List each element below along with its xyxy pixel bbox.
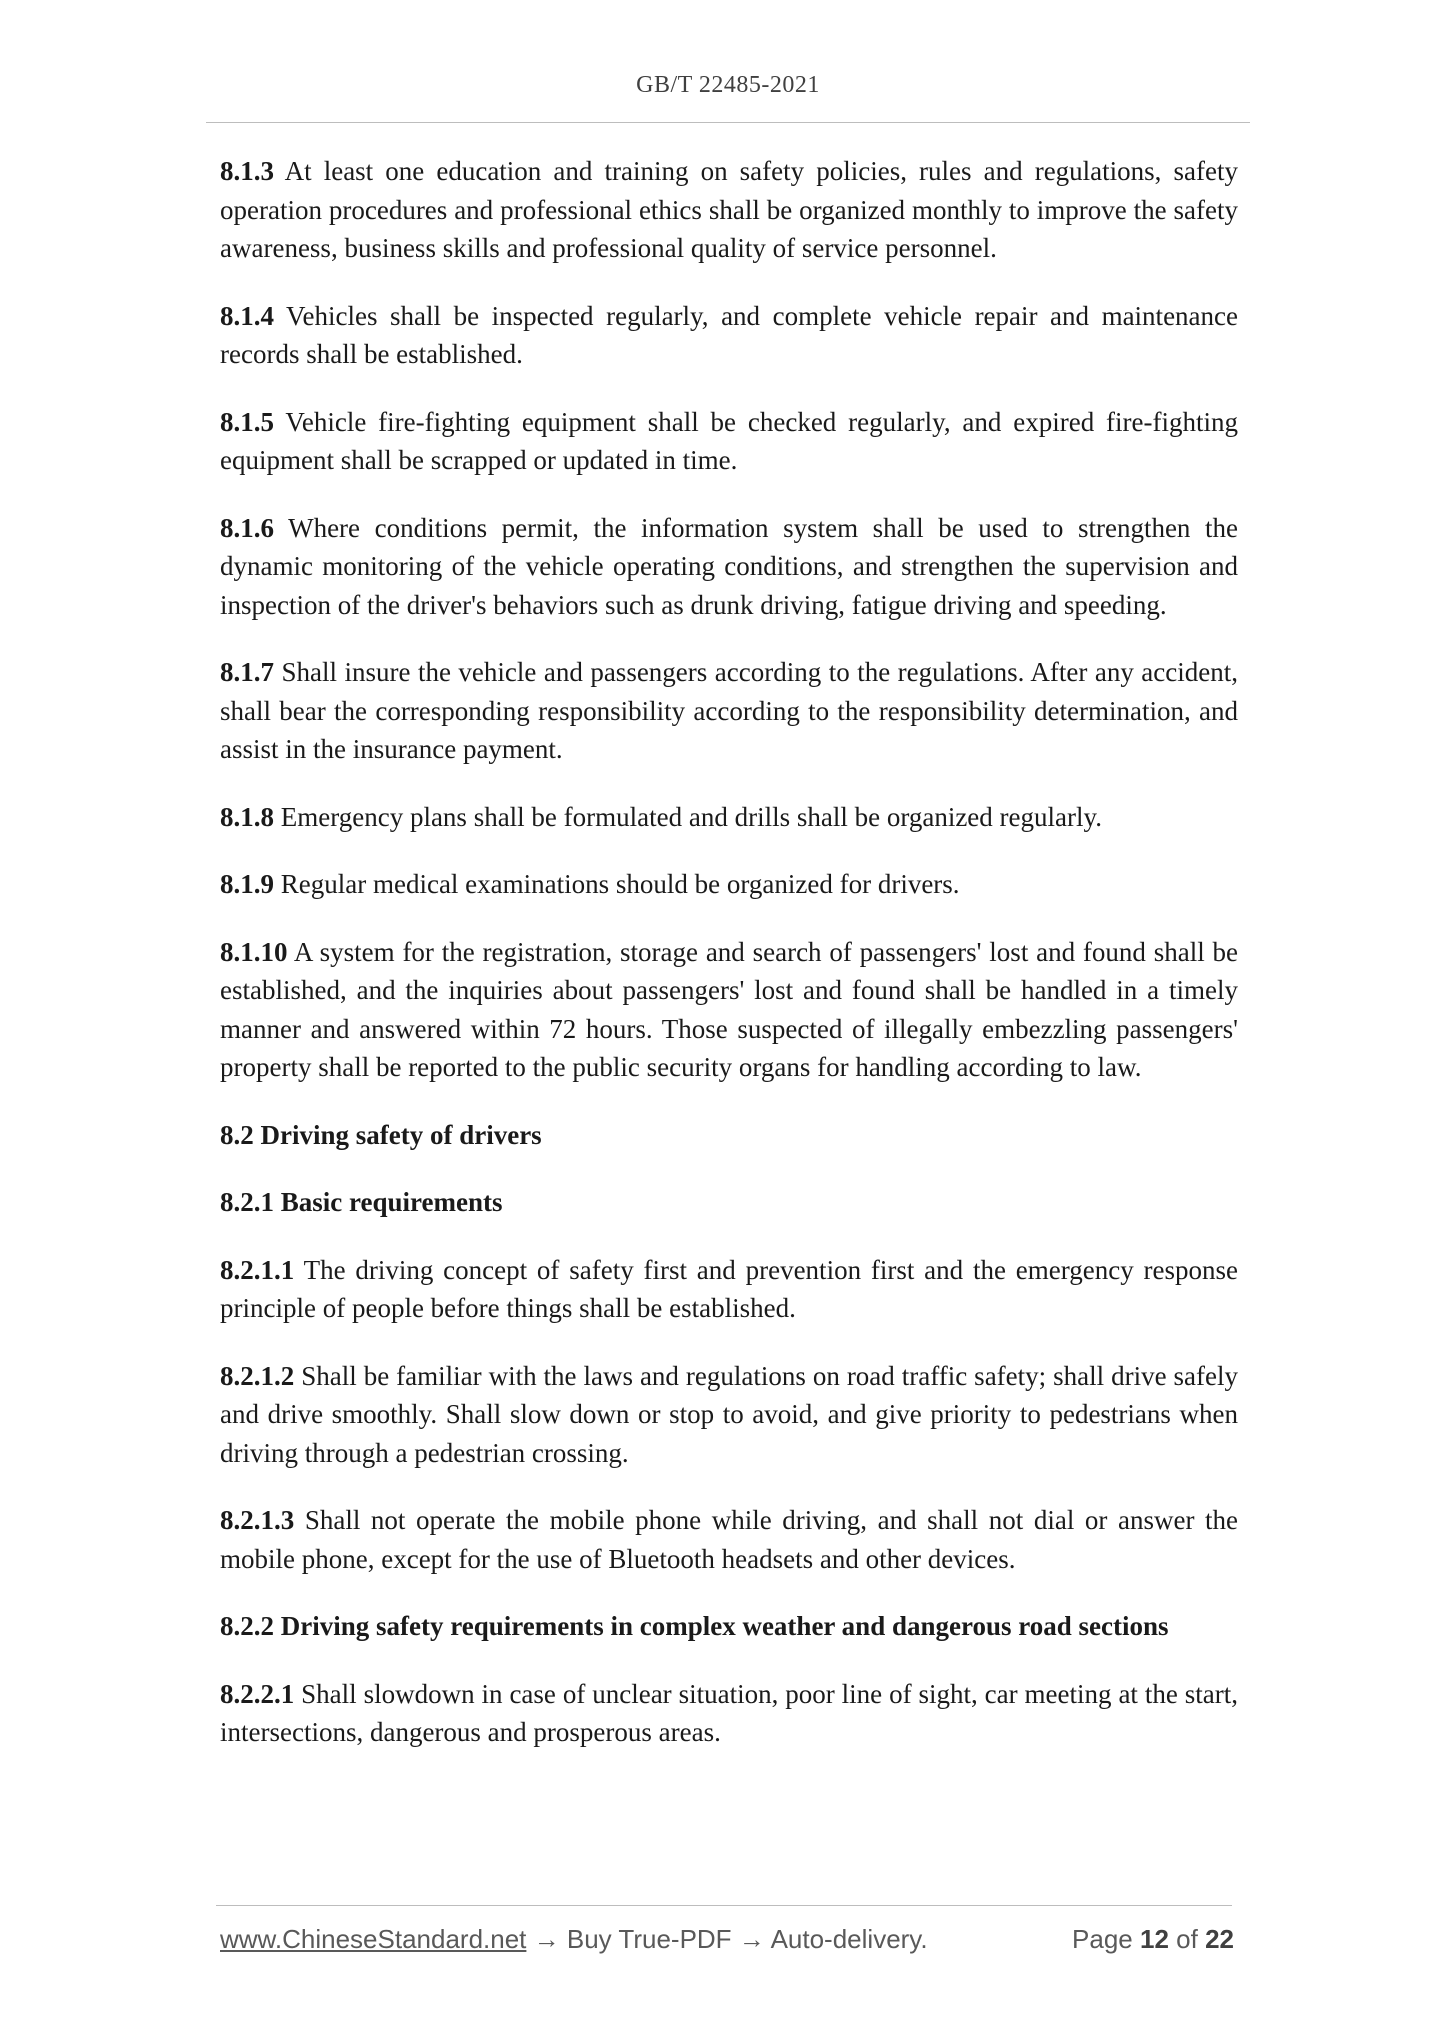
page-current: 12 (1140, 1924, 1169, 1954)
clause-number: 8.1.9 (220, 869, 274, 899)
footer-divider (216, 1905, 1232, 1906)
clause-8-1-6 (220, 509, 1238, 625)
clause-8-1-10 (220, 933, 1238, 1087)
clause-8-2-1-3 (220, 1501, 1238, 1578)
clause-8-1-8 (220, 798, 1238, 837)
clause-text: Shall not operate the mobile phone while driving, and shall not dial or answer the mobile phone, except for the use of Bluetooth headsets and other devices. (220, 1505, 1238, 1574)
page-of-label: of (1176, 1924, 1198, 1954)
page-total: 22 (1205, 1924, 1234, 1954)
clause-number: 8.2.2.1 (220, 1678, 295, 1709)
document-header-id: GB/T 22485-2021 (636, 72, 820, 98)
clause-8-2-2-1 (220, 1675, 1238, 1752)
clause-8-2-1-2 (220, 1357, 1238, 1473)
section-heading-8-2-2: 8.2.2 Driving safety requirements in complex weather and dangerous road sections (220, 1611, 1169, 1641)
clause-number: 8.1.7 (220, 657, 274, 687)
clause-text: The driving concept of safety first and prevention first and the emergency response principle of people before things shall be established. (220, 1254, 1238, 1323)
document-body (220, 152, 1238, 1781)
clause-text: Shall slowdown in case of unclear situation, poor line of sight, car meeting at the start, intersections, dangerous and prosperous areas. (220, 1678, 1238, 1747)
clause-text: At least one education and training on safety policies, rules and regulations, safety operation procedures and professional ethics shall be organized monthly to improve the safety awareness, business skills and professional quality of service personnel. (220, 156, 1238, 263)
page-indicator (1072, 1924, 1234, 1955)
clause-number: 8.1.5 (220, 406, 274, 437)
clause-8-1-4 (220, 297, 1238, 374)
clause-text: Shall be familiar with the laws and regulations on road traffic safety; shall drive safely and drive smoothly. Shall slow down or stop to avoid, and give priority to pedestrians when driving through a pedestrian crossing. (220, 1360, 1238, 1468)
clause-number: 8.1.8 (220, 801, 274, 832)
clause-8-1-5 (220, 403, 1238, 480)
clause-number: 8.1.3 (220, 156, 274, 186)
clause-8-1-3 (220, 152, 1238, 268)
clause-8-2-1-1 (220, 1251, 1238, 1328)
section-heading-8-2-1: 8.2.1 Basic requirements (220, 1187, 503, 1217)
clause-8-1-9 (220, 865, 1238, 904)
clause-number: 8.2.1.1 (220, 1254, 295, 1285)
clause-number: 8.2.1.3 (220, 1505, 295, 1535)
clause-text: Vehicles shall be inspected regularly, and complete vehicle repair and maintenance records shall be established. (220, 300, 1238, 369)
clause-text: Regular medical examinations should be organized for drivers. (274, 869, 960, 899)
website-link[interactable]: www.ChineseStandard.net (220, 1924, 527, 1954)
clause-number: 8.1.4 (220, 300, 274, 331)
clause-text: Where conditions permit, the information system shall be used to strengthen the dynamic monitoring of the vehicle operating conditions, and strengthen the supervision and inspection of the driver's behaviors such as drunk driving, fatigue driving and speeding. (220, 512, 1238, 620)
header-divider (206, 122, 1250, 123)
page-label: Page (1072, 1924, 1133, 1954)
clause-text: Shall insure the vehicle and passengers according to the regulations. After any accident, shall bear the corresponding responsibility according to the responsibility determination, and assist in the insurance payment. (220, 657, 1238, 764)
clause-number: 8.1.6 (220, 512, 274, 543)
promo-text: → Buy True-PDF → Auto-delivery. (526, 1924, 928, 1954)
footer-promo (220, 1924, 928, 1955)
clause-text: Emergency plans shall be formulated and drills shall be organized regularly. (274, 801, 1102, 832)
clause-text: A system for the registration, storage and search of passengers' lost and found shall be established, and the inquiries about passengers' lost and found shall be handled in a timely manner and answered within 72 hours. Those suspected of illegally embezzling passengers' property shall be reported to the public security organs for handling according to law. (220, 936, 1238, 1082)
clause-text: Vehicle fire-fighting equipment shall be checked regularly, and expired fire-fighting equipment shall be scrapped or updated in time. (220, 406, 1238, 475)
clause-8-1-7 (220, 653, 1238, 769)
section-heading-8-2: 8.2 Driving safety of drivers (220, 1119, 542, 1150)
clause-number: 8.2.1.2 (220, 1360, 295, 1391)
clause-number: 8.1.10 (220, 936, 288, 967)
page-footer (220, 1924, 1234, 1964)
